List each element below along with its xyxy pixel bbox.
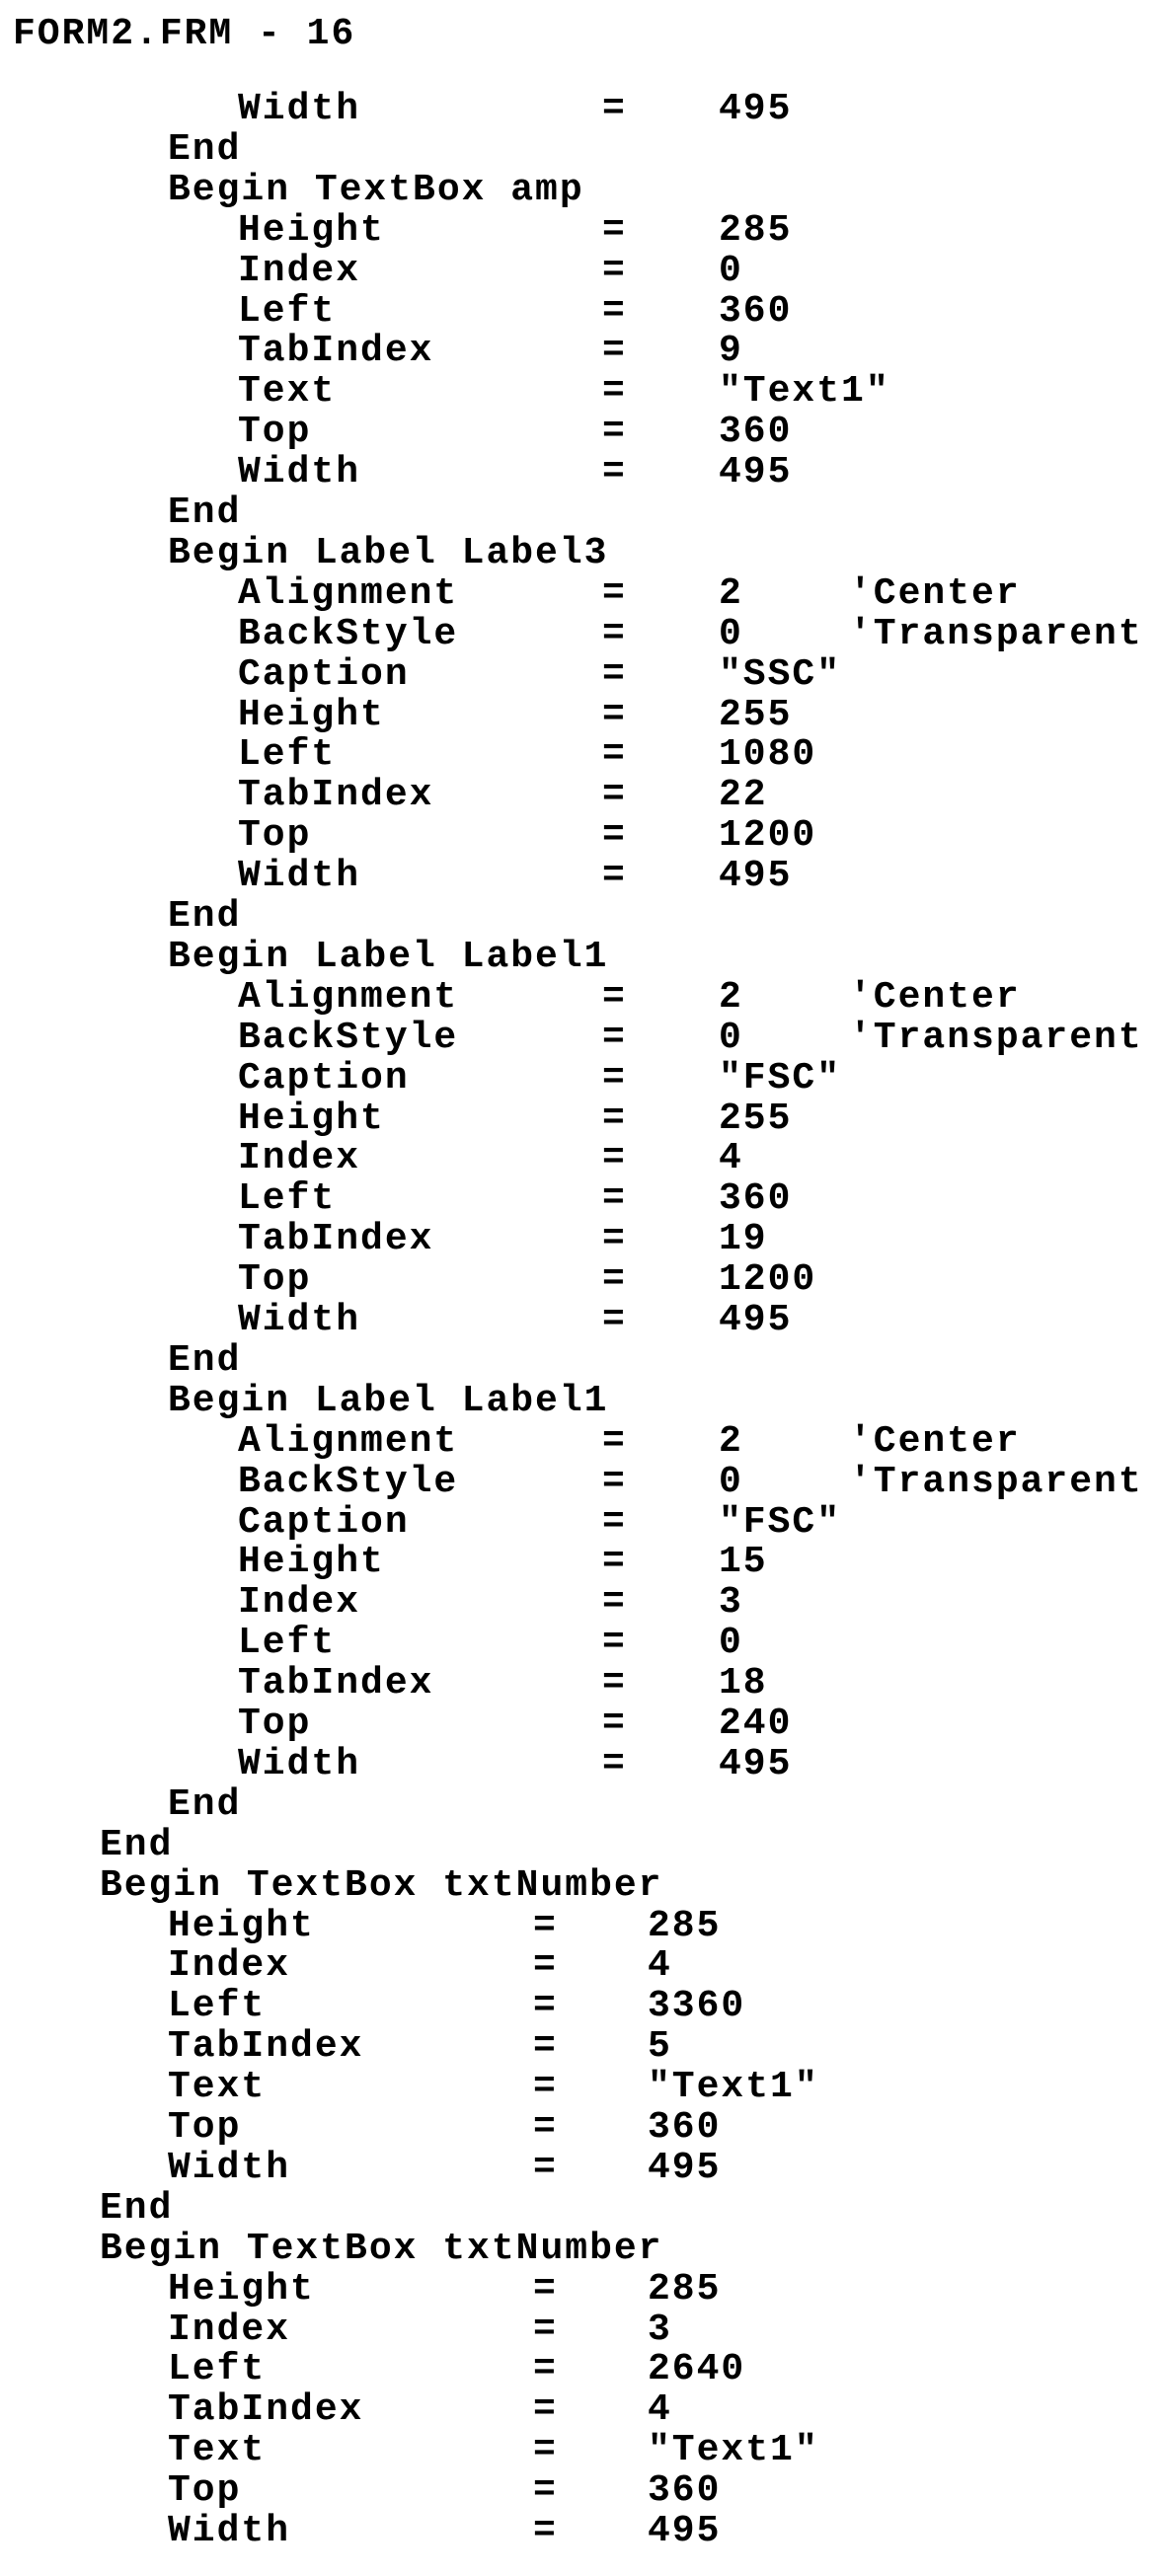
code-line: End <box>168 1784 241 1826</box>
property-name: Left <box>238 1178 336 1220</box>
property-name: TabIndex <box>238 1219 433 1260</box>
property-value: 3360 <box>648 1986 745 2027</box>
property-value: 495 <box>719 1300 792 1341</box>
property-comment: 'Center <box>849 1421 1021 1463</box>
equals-sign: = <box>602 1663 627 1705</box>
equals-sign: = <box>602 1542 627 1583</box>
property-name: Left <box>238 291 336 333</box>
equals-sign: = <box>602 1138 627 1179</box>
equals-sign: = <box>602 1502 627 1544</box>
property-name: Index <box>238 251 360 292</box>
page-header: FORM2.FRM - 16 <box>13 14 355 55</box>
property-name: Height <box>238 1542 385 1583</box>
property-name: Left <box>238 734 336 776</box>
property-value: 360 <box>719 291 792 333</box>
property-name: Top <box>238 815 311 857</box>
property-value: 18 <box>719 1663 768 1705</box>
property-name: TabIndex <box>238 331 433 372</box>
property-value: "FSC" <box>719 1058 841 1099</box>
property-name: Index <box>238 1582 360 1624</box>
property-value: 495 <box>719 856 792 897</box>
equals-sign: = <box>602 1099 627 1140</box>
property-value: 3 <box>719 1582 743 1624</box>
equals-sign: = <box>533 1945 558 1987</box>
equals-sign: = <box>533 2148 558 2189</box>
property-value: 19 <box>719 1219 768 1260</box>
equals-sign: = <box>602 695 627 736</box>
property-value: 1200 <box>719 815 816 857</box>
equals-sign: = <box>533 2430 558 2471</box>
equals-sign: = <box>533 2470 558 2512</box>
code-line: End <box>168 1340 241 1382</box>
property-name: Left <box>168 2349 266 2390</box>
property-value: 360 <box>648 2470 721 2512</box>
property-comment: 'Center <box>849 977 1021 1019</box>
property-name: Alignment <box>238 573 458 615</box>
property-name: Text <box>168 2430 266 2471</box>
property-name: Caption <box>238 1058 410 1099</box>
code-line: Begin Label Label1 <box>168 937 608 978</box>
property-name: Top <box>238 1704 311 1745</box>
property-value: "FSC" <box>719 1502 841 1544</box>
equals-sign: = <box>533 2389 558 2431</box>
property-comment: 'Transparent <box>849 1018 1143 1059</box>
property-value: 495 <box>648 2511 721 2552</box>
equals-sign: = <box>602 251 627 292</box>
equals-sign: = <box>533 1906 558 1947</box>
equals-sign: = <box>602 1623 627 1664</box>
equals-sign: = <box>602 1744 627 1785</box>
equals-sign: = <box>602 1300 627 1341</box>
property-name: Index <box>168 1945 290 1987</box>
property-name: Width <box>168 2511 290 2552</box>
property-value: 255 <box>719 1099 792 1140</box>
equals-sign: = <box>602 1421 627 1463</box>
property-name: TabIndex <box>238 1663 433 1705</box>
equals-sign: = <box>602 1219 627 1260</box>
equals-sign: = <box>602 573 627 615</box>
property-value: 1200 <box>719 1259 816 1301</box>
equals-sign: = <box>533 2310 558 2351</box>
property-value: 240 <box>719 1704 792 1745</box>
equals-sign: = <box>602 1058 627 1099</box>
property-value: 360 <box>719 412 792 453</box>
equals-sign: = <box>602 775 627 816</box>
equals-sign: = <box>602 1462 627 1503</box>
equals-sign: = <box>602 1704 627 1745</box>
property-name: Width <box>238 1744 360 1785</box>
property-value: 4 <box>719 1138 743 1179</box>
property-value: 360 <box>719 1178 792 1220</box>
property-value: 285 <box>719 210 792 252</box>
property-name: Width <box>238 856 360 897</box>
property-name: Width <box>238 1300 360 1341</box>
property-name: Left <box>238 1623 336 1664</box>
property-value: 285 <box>648 2269 721 2311</box>
property-name: Top <box>168 2470 241 2512</box>
code-line: Begin Label Label3 <box>168 533 608 574</box>
property-comment: 'Transparent <box>849 614 1143 655</box>
property-value: 360 <box>648 2107 721 2149</box>
property-name: Height <box>238 1099 385 1140</box>
code-line: Begin TextBox amp <box>168 170 584 211</box>
equals-sign: = <box>602 1582 627 1624</box>
code-line: Begin TextBox txtNumber <box>100 2229 663 2270</box>
property-name: Width <box>238 89 360 130</box>
equals-sign: = <box>602 452 627 493</box>
code-line: End <box>168 896 241 938</box>
property-name: Height <box>168 1906 315 1947</box>
property-name: Alignment <box>238 1421 458 1463</box>
equals-sign: = <box>602 1259 627 1301</box>
property-value: "Text1" <box>648 2067 819 2108</box>
property-value: 2640 <box>648 2349 745 2390</box>
equals-sign: = <box>602 210 627 252</box>
equals-sign: = <box>602 89 627 130</box>
property-value: 2 <box>719 573 743 615</box>
property-value: 3 <box>648 2310 672 2351</box>
property-value: 4 <box>648 2389 672 2431</box>
property-name: BackStyle <box>238 1018 458 1059</box>
property-name: BackStyle <box>238 1462 458 1503</box>
property-value: 1080 <box>719 734 816 776</box>
property-name: Alignment <box>238 977 458 1019</box>
equals-sign: = <box>602 371 627 413</box>
code-line: Begin TextBox txtNumber <box>100 1865 663 1907</box>
property-name: Index <box>238 1138 360 1179</box>
equals-sign: = <box>602 654 627 696</box>
equals-sign: = <box>533 2107 558 2149</box>
property-name: Height <box>168 2269 315 2311</box>
property-value: 2 <box>719 977 743 1019</box>
property-name: Top <box>238 412 311 453</box>
equals-sign: = <box>533 2349 558 2390</box>
property-name: Caption <box>238 1502 410 1544</box>
property-name: Top <box>238 1259 311 1301</box>
property-name: Height <box>238 210 385 252</box>
code-line: End <box>168 129 241 171</box>
property-value: 15 <box>719 1542 768 1583</box>
property-value: 255 <box>719 695 792 736</box>
property-value: 0 <box>719 1462 743 1503</box>
property-value: 495 <box>719 452 792 493</box>
property-value: 9 <box>719 331 743 372</box>
property-value: 0 <box>719 1623 743 1664</box>
property-name: Width <box>168 2148 290 2189</box>
property-name: BackStyle <box>238 614 458 655</box>
equals-sign: = <box>602 291 627 333</box>
code-line: End <box>100 2188 173 2230</box>
equals-sign: = <box>602 977 627 1019</box>
property-value: "Text1" <box>719 371 890 413</box>
property-value: 2 <box>719 1421 743 1463</box>
equals-sign: = <box>602 734 627 776</box>
property-name: Text <box>168 2067 266 2108</box>
property-name: TabIndex <box>168 2026 363 2068</box>
property-value: 4 <box>648 1945 672 1987</box>
code-line: Begin Label Label1 <box>168 1381 608 1422</box>
property-name: Top <box>168 2107 241 2149</box>
code-line: End <box>168 492 241 534</box>
equals-sign: = <box>602 815 627 857</box>
property-comment: 'Transparent <box>849 1462 1143 1503</box>
property-value: 495 <box>648 2148 721 2189</box>
property-value: "SSC" <box>719 654 841 696</box>
property-value: 495 <box>719 89 792 130</box>
property-comment: 'Center <box>849 573 1021 615</box>
property-value: 0 <box>719 614 743 655</box>
property-name: Height <box>238 695 385 736</box>
code-line: End <box>100 1825 173 1866</box>
equals-sign: = <box>533 2026 558 2068</box>
property-value: 0 <box>719 251 743 292</box>
property-value: 5 <box>648 2026 672 2068</box>
property-value: 285 <box>648 1906 721 1947</box>
equals-sign: = <box>533 2269 558 2311</box>
property-name: Width <box>238 452 360 493</box>
equals-sign: = <box>602 614 627 655</box>
equals-sign: = <box>533 1986 558 2027</box>
property-name: Index <box>168 2310 290 2351</box>
property-value: 0 <box>719 1018 743 1059</box>
equals-sign: = <box>602 1178 627 1220</box>
property-value: 22 <box>719 775 768 816</box>
equals-sign: = <box>602 856 627 897</box>
property-name: Text <box>238 371 336 413</box>
property-value: 495 <box>719 1744 792 1785</box>
property-name: TabIndex <box>168 2389 363 2431</box>
property-name: Caption <box>238 654 410 696</box>
property-name: TabIndex <box>238 775 433 816</box>
equals-sign: = <box>533 2067 558 2108</box>
equals-sign: = <box>602 412 627 453</box>
property-name: Left <box>168 1986 266 2027</box>
equals-sign: = <box>533 2511 558 2552</box>
equals-sign: = <box>602 1018 627 1059</box>
equals-sign: = <box>602 331 627 372</box>
property-value: "Text1" <box>648 2430 819 2471</box>
